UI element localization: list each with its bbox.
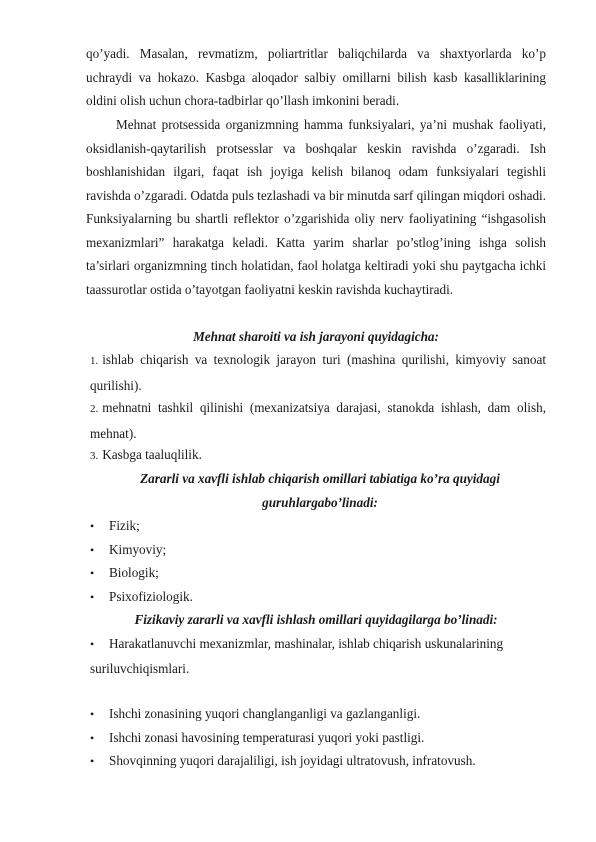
list-item-fizik: [90, 514, 546, 539]
bullet-icon: •: [90, 707, 95, 721]
list-item-psixofiziologik: [90, 585, 546, 610]
item-text: Kasbga taaluqlilik.: [102, 447, 202, 462]
item-text: mehnatni tashkil qilinishi (mexanizatsiya darajasi, stanokda ishlash, dam olish, mehnat).: [90, 400, 546, 441]
list-item-text: Ishchi zonasining yuqori changlanganligi va gazlanganligi.: [109, 706, 421, 721]
numbered-item-2: [90, 396, 546, 445]
bullet-icon: •: [90, 731, 95, 745]
list-item-text: Shovqinning yuqori darajaliligi, ish joyidagi ultratovush, infratovush.: [109, 753, 476, 768]
bullet-icon: •: [90, 519, 95, 533]
bullet-icon: •: [90, 637, 95, 651]
list-item-text: Ishchi zonasi havosining temperaturasi yuqori yoki pastligi.: [109, 730, 425, 745]
bullet-icon: •: [90, 543, 95, 557]
bullet-icon: •: [90, 590, 95, 604]
list-item-temperature: [90, 726, 546, 751]
bullet-icon: •: [90, 566, 95, 580]
bullet-icon: •: [90, 754, 95, 768]
item-number: 1.: [90, 355, 99, 367]
list-item-text: Biologik;: [109, 565, 159, 580]
list-item-text: Harakatlanuvchi mexanizmlar, mashinalar, ishlab chiqarish uskunalarining suriluvchiqismlari.: [90, 636, 504, 676]
list-item-biologik: [90, 561, 546, 586]
list-item-text: Fizik;: [109, 518, 140, 533]
intro-paragraph: qo’yadi. Masalan, revmatizm, poliartritlar baliqchilarda va shaxtyorlarda ko’p uchraydi va hokazo. Kasbga aloqador salbiy omillarni bilish kasb kasalliklarining oldini olish uchun chora-tadbirlar qo’llash imkonini beradi.: [86, 46, 546, 108]
list-item-kimyoviy: [90, 538, 546, 563]
numbered-item-1: [90, 348, 546, 397]
numbered-item-3: [90, 443, 546, 469]
list-item-mechanisms: [90, 632, 546, 680]
heading-work-conditions: Mehnat sharoiti va ish jarayoni quyidagicha:: [193, 329, 439, 344]
item-number: 3.: [90, 450, 99, 462]
functions-paragraph: Mehnat protsessida organizmning hamma funksiyalari, ya’ni mushak faoliyati, oksidlanish-qaytarilish protsesslar va boshqalar keskin ravishda o’zgaradi. Ish boshlanishidan ilgari, faqat ish joyiga kelish bilanoq odam funksiyalari tegishli ravishda o’zgaradi. Odatda puls tezlashadi va bir minutda sarf qilingan miqdori oshadi. Funksiyalarning bu shartli reflektor o’zgarishida oliy nerv faoliyatining “ishgasolish mexanizmlari” harakatga keladi. Katta yarim sharlar po’stlog’ining ishga solish ta’sirlari organizmning tinch holatidan, faol holatga keltiradi yoki shu paytgacha ichki taassurotlar ostida o’tayotgan faoliyatni keskin ravishda kuchaytiradi.: [86, 117, 546, 297]
list-item-noise: [90, 749, 546, 774]
list-item-dust-gas: [90, 702, 546, 727]
item-number: 2.: [90, 403, 99, 415]
item-text: ishlab chiqarish va texnologik jarayon turi (mashina qurilishi, kimyoviy sanoat qurilishi).: [90, 352, 546, 393]
list-item-text: Kimyoviy;: [109, 542, 167, 557]
heading-factor-groups: Zararli va xavfli ishlab chiqarish omillari tabiatiga ko’ra quyidagi guruhlargabo’linadi:: [140, 471, 500, 510]
list-item-text: Psixofiziologik.: [109, 589, 193, 604]
heading-physical-factors: Fizikaviy zararli va xavfli ishlash omillari quyidagilarga bo’linadi:: [134, 612, 498, 627]
